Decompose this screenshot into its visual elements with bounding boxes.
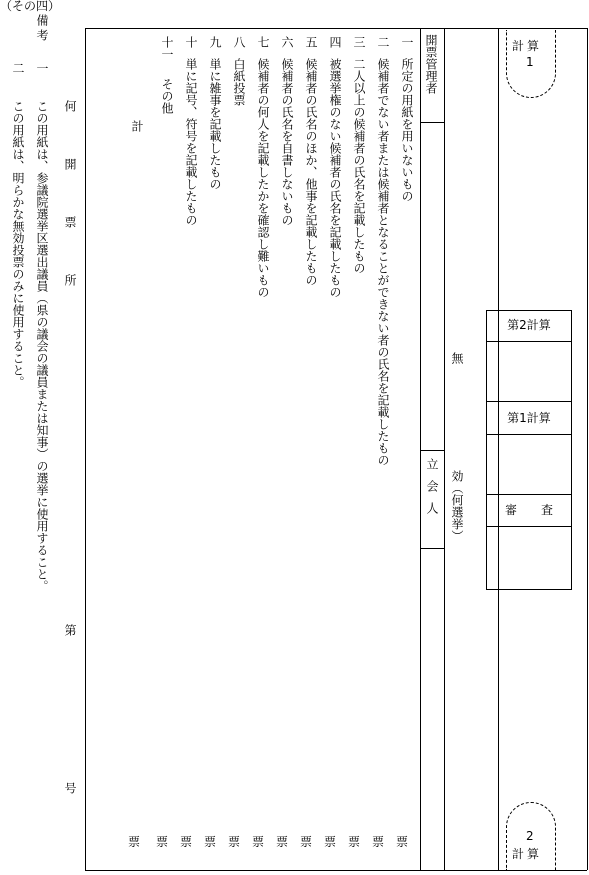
venue-label-4: 所: [63, 274, 77, 286]
review-line-3: [486, 434, 572, 435]
first-count-box-label: 第1計算: [507, 411, 551, 425]
category-8-number: 八: [232, 36, 246, 48]
category-10-number: 十: [184, 36, 198, 48]
form-bottom-border: [85, 870, 587, 871]
unit-8: 票: [228, 835, 241, 849]
category-10-text: 単に記号、符号を記載したもの: [184, 58, 198, 226]
total-label: 計: [130, 120, 144, 132]
unit-5: 票: [300, 835, 313, 849]
category-9-number: 九: [208, 36, 222, 48]
invalid-label-kou: 効（何選挙）: [450, 470, 464, 542]
category-9-text: 単に雑事を記載したもの: [208, 58, 222, 190]
count-2-number: 2: [526, 829, 534, 843]
page-label: （その四）: [0, 0, 61, 13]
count-1-label: 計算: [512, 39, 543, 53]
unit-1: 票: [396, 835, 409, 849]
category-3-number: 三: [352, 36, 366, 48]
review-line-4: [486, 494, 572, 495]
category-1-number: 一: [400, 36, 414, 48]
category-4-number: 四: [328, 36, 342, 48]
category-8-text: 白紙投票: [232, 58, 246, 106]
form-left-border: [85, 28, 86, 870]
categories-right-divider: [420, 28, 421, 870]
number-label-go: 号: [63, 782, 77, 794]
count-2-label: 計算: [512, 847, 543, 861]
manager-column-divider: [444, 28, 445, 870]
unit-total: 票: [128, 835, 141, 849]
number-label-dai: 第: [63, 624, 77, 636]
unit-9: 票: [204, 835, 217, 849]
category-11-number: 十一: [160, 36, 174, 60]
note-1-number: 一: [35, 62, 49, 74]
note-2-number: 二: [11, 62, 25, 74]
category-5-number: 五: [304, 36, 318, 48]
unit-6: 票: [276, 835, 289, 849]
manager-box-bottom: [420, 122, 444, 123]
review-line-5: [486, 526, 572, 527]
invalid-label-mu: 無: [450, 352, 464, 364]
venue-label-3: 票: [63, 216, 77, 228]
category-1-text: 所定の用紙を用いないもの: [400, 58, 414, 202]
category-7-text: 候補者の何人を記載したかを確認し難いもの: [256, 58, 270, 298]
count-1-number: 1: [526, 55, 534, 69]
witness-box-top: [420, 450, 444, 451]
review-boxes: [486, 310, 572, 590]
category-5-text: 候補者の氏名のほか、他事を記載したもの: [304, 58, 318, 286]
category-6-text: 候補者の氏名を自書しないもの: [280, 58, 294, 226]
category-2-number: 二: [376, 36, 390, 48]
witness-box-bottom: [420, 548, 444, 549]
unit-11: 票: [156, 835, 169, 849]
unit-7: 票: [252, 835, 265, 849]
unit-10: 票: [180, 835, 193, 849]
review-line-1: [486, 341, 572, 342]
witness-label: 立会人: [425, 458, 439, 524]
review-box-label: 審 査: [504, 503, 553, 517]
note-2-text: この用紙は、明らかな無効投票のみに使用すること。: [11, 100, 25, 388]
category-3-text: 二人以上の候補者の氏名を記載したもの: [352, 58, 366, 274]
unit-2: 票: [372, 835, 385, 849]
venue-label-2: 開: [63, 158, 77, 170]
notes-label: 備考: [35, 14, 49, 44]
form-right-border: [587, 28, 588, 870]
venue-label-1: 何: [63, 100, 77, 112]
note-1-text: この用紙は、参議院選挙区選出議員（県の議会の議員または知事）の選挙に使用すること。: [35, 100, 49, 592]
manager-label: 開票管理者: [424, 34, 438, 94]
category-2-text: 候補者でない者または候補者となることができない者の氏名を記載したもの: [376, 58, 390, 466]
review-line-2: [486, 401, 572, 402]
category-11-text: その他: [160, 78, 174, 114]
unit-4: 票: [324, 835, 337, 849]
form-top-border: [85, 28, 587, 29]
category-4-text: 被選挙権のない候補者の氏名を記載したもの: [328, 58, 342, 298]
category-6-number: 六: [280, 36, 294, 48]
unit-3: 票: [348, 835, 361, 849]
second-count-box-label: 第2計算: [507, 318, 551, 332]
category-7-number: 七: [256, 36, 270, 48]
